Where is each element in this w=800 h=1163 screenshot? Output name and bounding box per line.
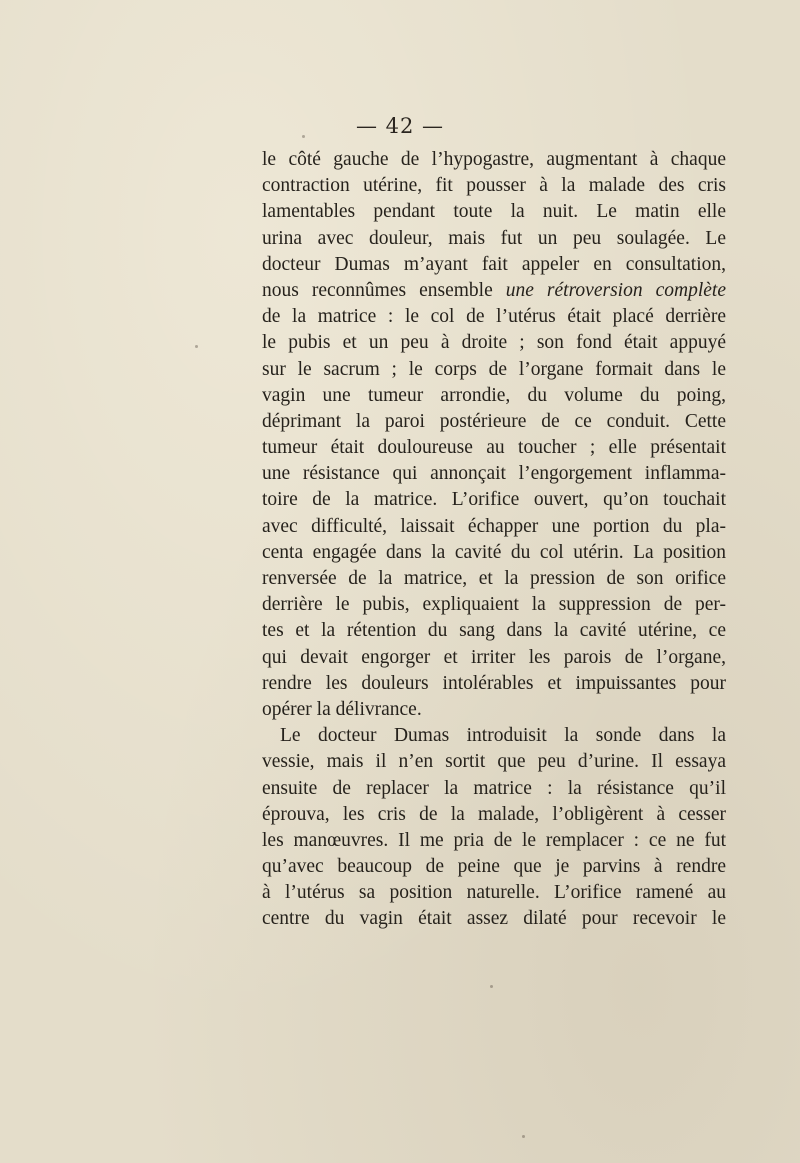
paragraph-start-line: Le docteur Dumas introduisit la sonde dans la: [280, 725, 726, 747]
body-text: [262, 147, 726, 933]
text-line: à l’utérus sa position naturelle. L’orifice ramené au: [262, 882, 726, 904]
text-line: derrière le pubis, expliquaient la suppression de per-: [262, 594, 726, 616]
text-line: vessie, mais il n’en sortit que peu d’urine. Il essaya: [262, 751, 726, 773]
text-line: centa engagée dans la cavité du col utérin. La position: [262, 541, 726, 563]
text-line: le pubis et un peu à droite ; son fond était appuyé: [262, 332, 726, 354]
text-line: urina avec douleur, mais fut un peu soulagée. Le: [262, 227, 726, 249]
text-line: toire de la matrice. L’orifice ouvert, qu’on touchait: [262, 489, 726, 511]
text-line: sur le sacrum ; le corps de l’organe formait dans le: [262, 358, 726, 380]
text-line: tumeur était douloureuse au toucher ; elle présentait: [262, 437, 726, 459]
text-segment: nous reconnûmes ensemble: [262, 279, 506, 301]
text-line: déprimant la paroi postérieure de ce conduit. Cette: [262, 410, 726, 432]
text-line: lamentables pendant toute la nuit. Le matin elle: [262, 201, 726, 223]
text-line: centre du vagin était assez dilaté pour recevoir le: [262, 908, 726, 930]
paper-speck: [302, 135, 305, 138]
text-line-with-emphasis: [262, 278, 726, 304]
text-line: docteur Dumas m’ayant fait appeler en consultation,: [262, 253, 726, 275]
emphasized-phrase: une rétroversion complète: [505, 279, 726, 301]
text-line: une résistance qui annonçait l’engorgement inflamma-: [262, 463, 726, 485]
paper-speck: [490, 985, 493, 988]
page-number: — 42 —: [355, 114, 445, 138]
text-line: vagin une tumeur arrondie, du volume du poing,: [262, 384, 726, 406]
text-line: tes et la rétention du sang dans la cavité utérine, ce: [262, 620, 726, 642]
text-line: contraction utérine, fit pousser à la malade des cris: [262, 175, 726, 197]
text-line: le côté gauche de l’hypogastre, augmentant à chaque: [262, 149, 726, 170]
text-line: les manœuvres. Il me pria de le remplacer : ce ne fut: [262, 829, 726, 851]
text-line: rendre les douleurs intolérables et impuissantes pour: [262, 672, 726, 694]
text-line: de la matrice : le col de l’utérus était placé derrière: [262, 306, 726, 328]
text-line: opérer la délivrance.: [262, 698, 422, 720]
paper-speck: [522, 1135, 525, 1138]
text-line: ensuite de replacer la matrice : la résistance qu’il: [262, 777, 726, 799]
text-line: éprouva, les cris de la malade, l’obligèrent à cesser: [262, 803, 726, 825]
paper-speck: [195, 345, 198, 348]
text-line: renversée de la matrice, et la pression de son orifice: [262, 568, 726, 589]
text-line: avec difficulté, laissait échapper une portion du pla-: [262, 515, 726, 537]
text-line: qu’avec beaucoup de peine que je parvins à rendre: [262, 856, 726, 878]
text-line: qui devait engorger et irriter les parois de l’organe,: [262, 646, 726, 668]
